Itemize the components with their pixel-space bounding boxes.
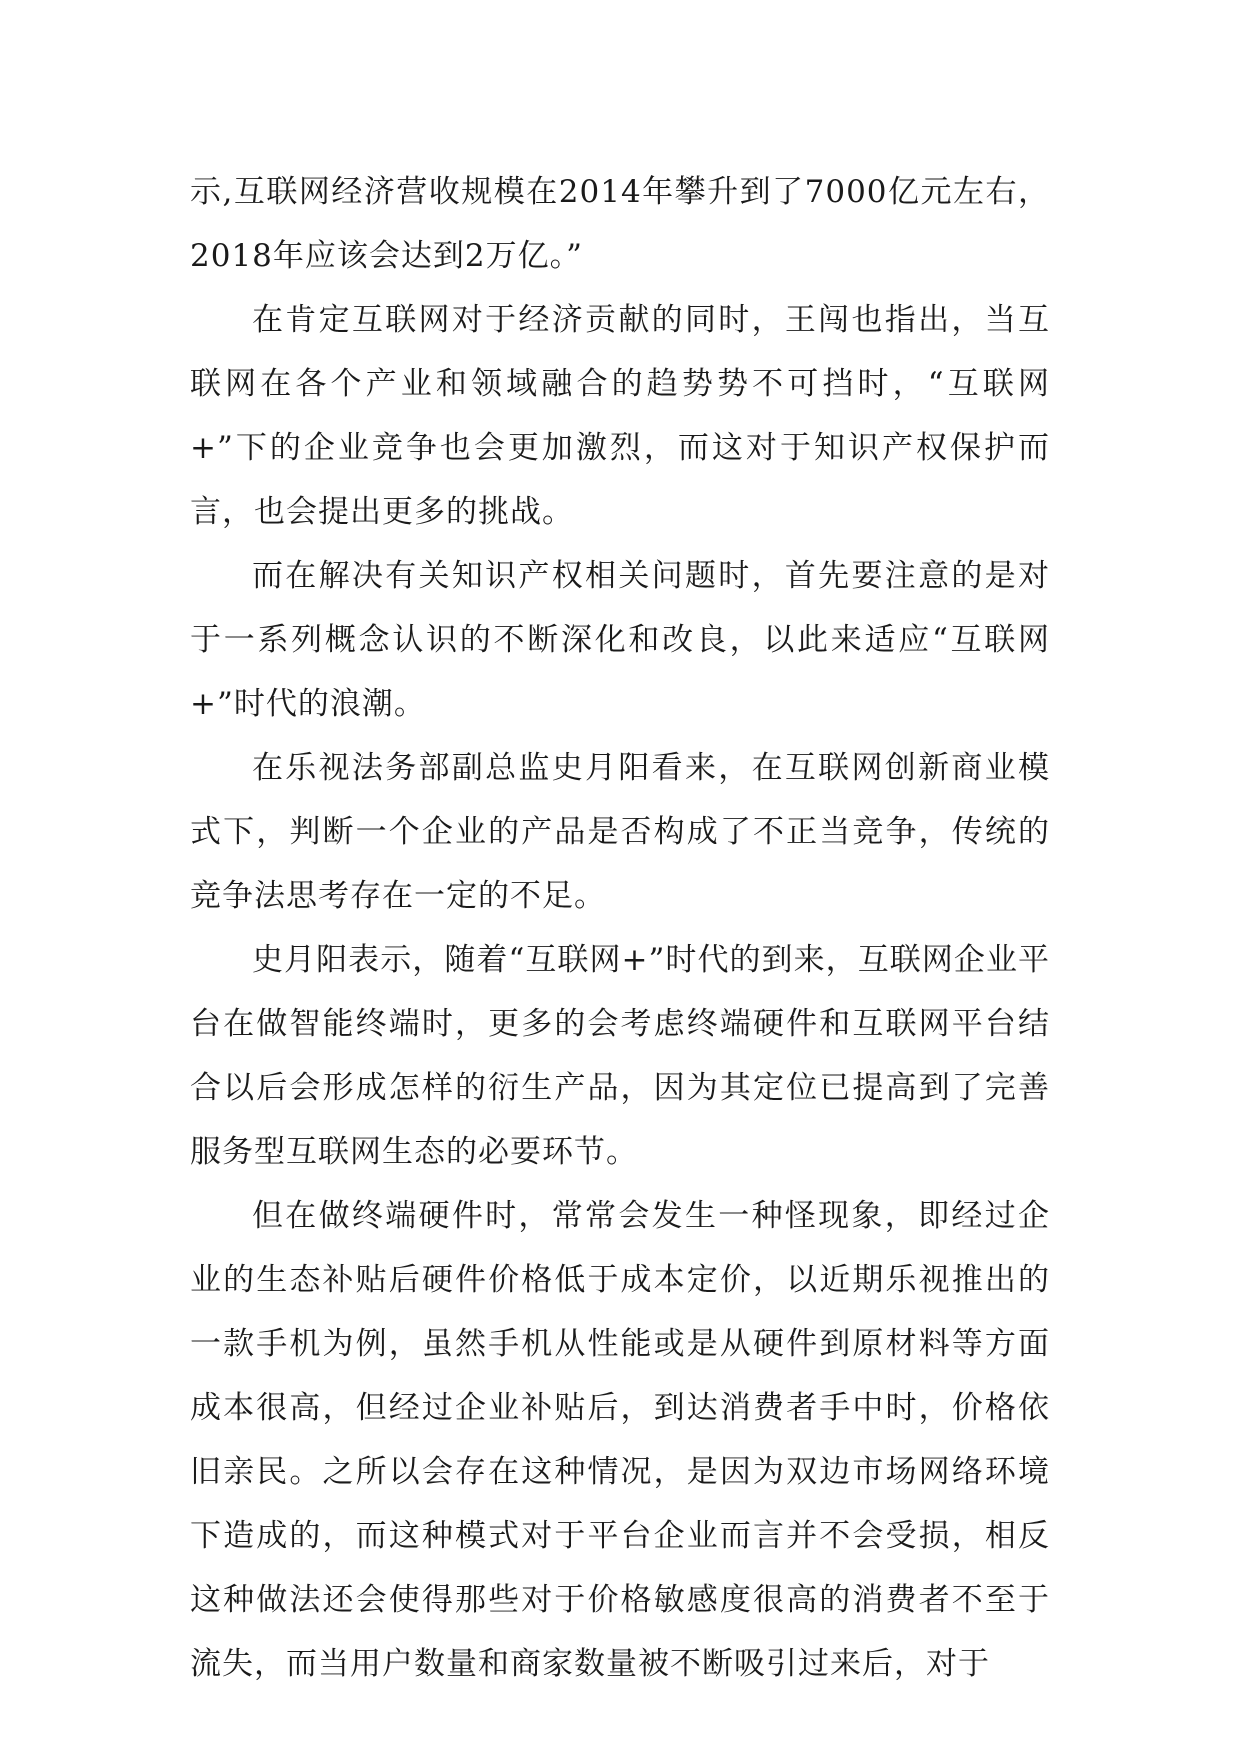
paragraph-5: 史月阳表示，随着“互联网+”时代的到来，互联网企业平台在做智能终端时，更多的会考虑终端硬件和互联网平台结合以后会形成怎样的衍生产品，因为其定位已提高到了完善服务型互联网生态的必要环节。	[190, 942, 1050, 1170]
paragraph-1: 示,互联网经济营收规模在2014年攀升到了7000亿元左右，2018年应该会达到2万亿。”	[190, 174, 1050, 274]
paragraph-4: 在乐视法务部副总监史月阳看来，在互联网创新商业模式下，判断一个企业的产品是否构成了不正当竞争，传统的竞争法思考存在一定的不足。	[190, 750, 1050, 914]
paragraph-2: 在肯定互联网对于经济贡献的同时，王闯也指出，当互联网在各个产业和领域融合的趋势势不可挡时，“互联网+”下的企业竞争也会更加激烈，而这对于知识产权保护而言，也会提出更多的挑战。	[190, 302, 1050, 530]
paragraph-6: 但在做终端硬件时，常常会发生一种怪现象，即经过企业的生态补贴后硬件价格低于成本定价，以近期乐视推出的一款手机为例，虽然手机从性能或是从硬件到原材料等方面成本很高，但经过企业补贴后，到达消费者手中时，价格依旧亲民。之所以会存在这种情况，是因为双边市场网络环境下造成的，而这种模式对于平台企业而言并不会受损，相反这种做法还会使得那些对于价格敏感度很高的消费者不至于流失，而当用户数量和商家数量被不断吸引过来后，对于	[190, 1198, 1050, 1682]
body-text	[190, 160, 1050, 1696]
paragraph-3: 而在解决有关知识产权相关问题时，首先要注意的是对于一系列概念认识的不断深化和改良，以此来适应“互联网+”时代的浪潮。	[190, 558, 1050, 722]
